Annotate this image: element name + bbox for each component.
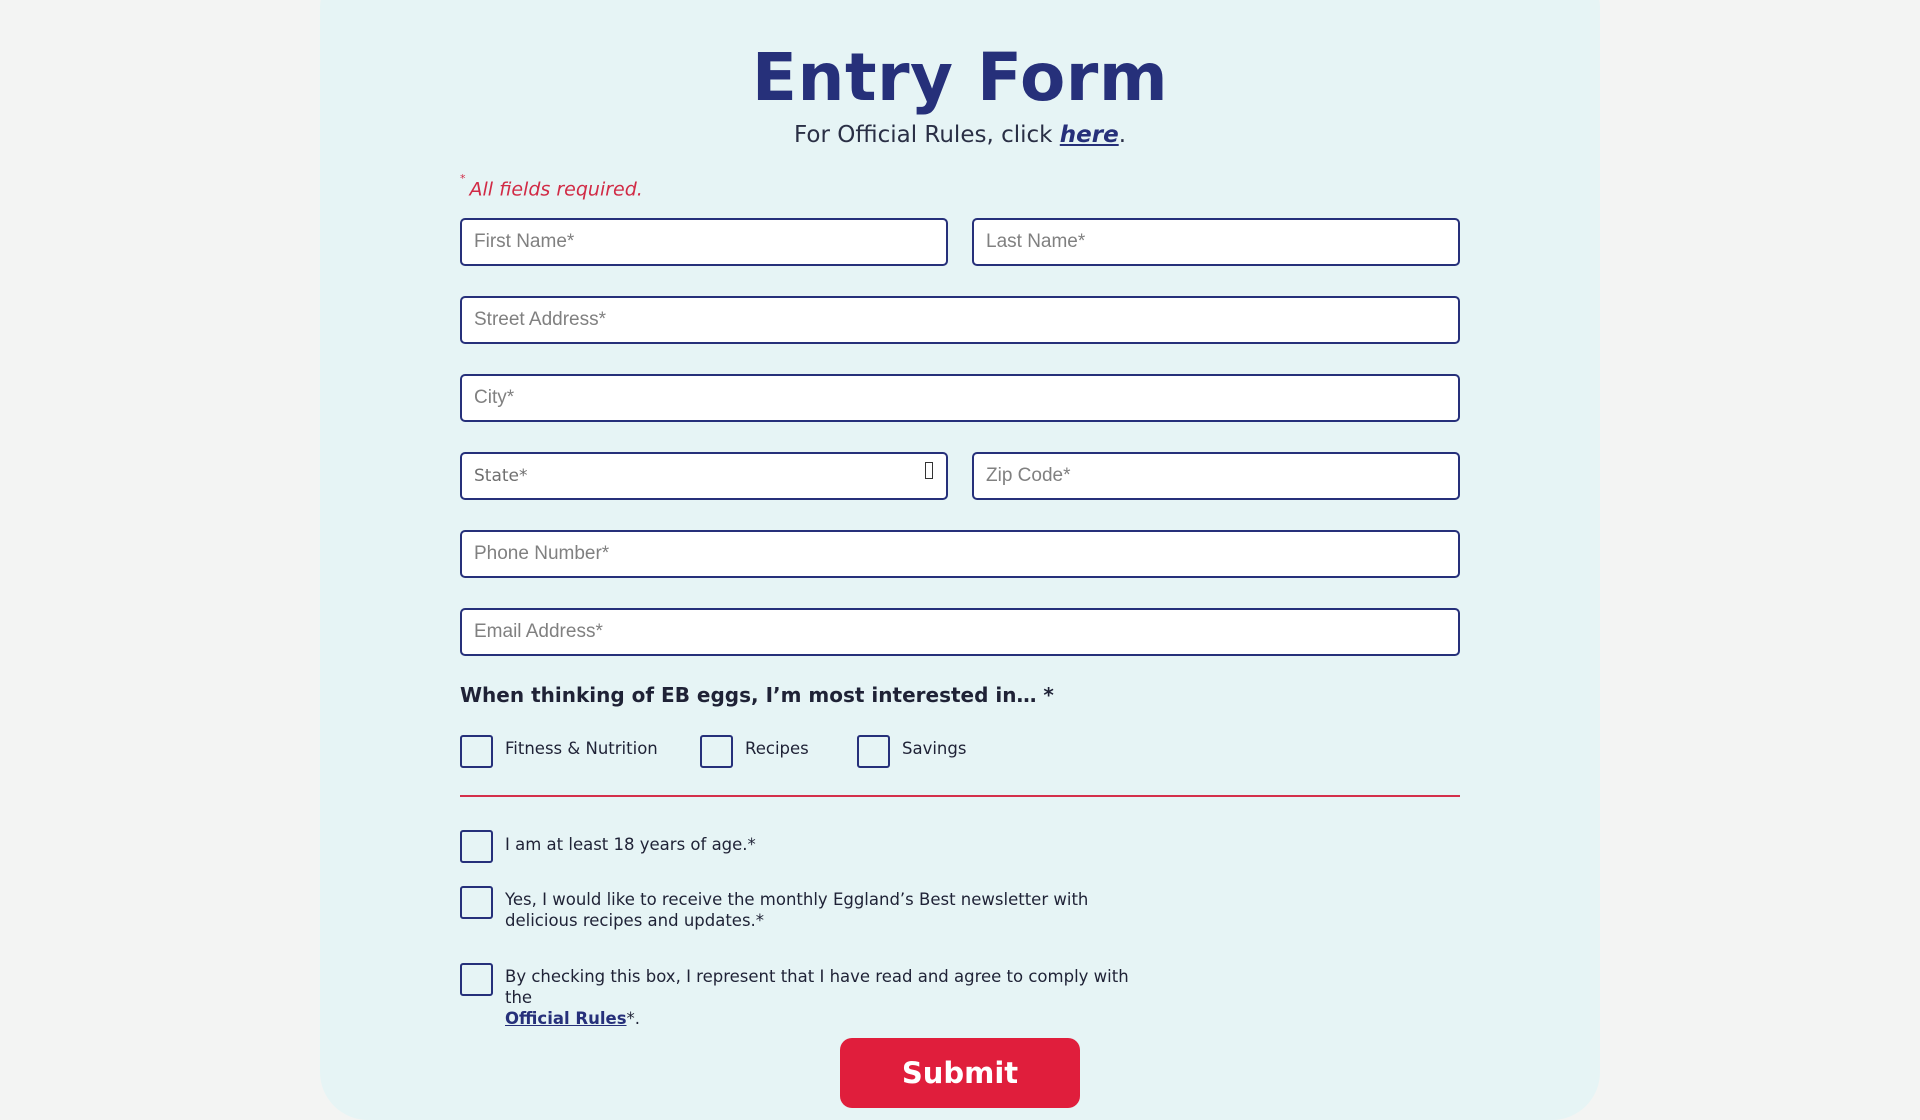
rules-consent-text: By checking this box, I represent that I have read and agree to comply with the (505, 967, 1129, 1007)
newsletter-checkbox[interactable] (460, 886, 493, 919)
page-title: Entry Form (751, 39, 1169, 116)
interest-recipes-checkbox[interactable] (700, 735, 733, 768)
zip-code-input[interactable] (972, 452, 1460, 500)
official-rules-line (0, 118, 1920, 152)
interest-savings-label[interactable]: Savings (902, 739, 967, 758)
interest-fitness-checkbox[interactable] (460, 735, 493, 768)
official-rules-link[interactable]: Official Rules (505, 1009, 627, 1028)
subtitle-suffix: . (1118, 122, 1127, 148)
required-note-text: All fields required. (469, 178, 643, 201)
select-arrow-icon (925, 462, 933, 479)
city-input[interactable] (460, 374, 1460, 422)
official-rules-checkbox[interactable] (460, 963, 493, 996)
interest-recipes-label[interactable]: Recipes (745, 739, 809, 758)
state-select[interactable] (460, 452, 948, 500)
interest-savings-checkbox[interactable] (857, 735, 890, 768)
interest-fitness-label[interactable]: Fitness & Nutrition (505, 739, 658, 758)
street-address-input[interactable] (460, 296, 1460, 344)
submit-button[interactable]: Submit (840, 1038, 1080, 1108)
required-asterisk: * (460, 172, 466, 185)
required-note (460, 172, 643, 201)
subtitle-prefix: For Official Rules, click (793, 122, 1060, 148)
email-address-input[interactable] (460, 608, 1460, 656)
interest-question: When thinking of EB eggs, I’m most interested in… * (460, 683, 1054, 707)
official-rules-consent-label[interactable] (505, 966, 1155, 1029)
phone-number-input[interactable] (460, 530, 1460, 578)
rules-consent-suffix: *. (626, 1009, 641, 1028)
official-rules-here-link[interactable]: here (1059, 122, 1119, 148)
age-confirm-label[interactable]: I am at least 18 years of age.* (505, 835, 756, 854)
age-confirm-checkbox[interactable] (460, 830, 493, 863)
newsletter-label[interactable]: Yes, I would like to receive the monthly Eggland’s Best newsletter with delicious recipes and updates.* (505, 890, 1089, 930)
last-name-input[interactable] (972, 218, 1460, 266)
section-divider (460, 795, 1460, 797)
first-name-input[interactable] (460, 218, 948, 266)
